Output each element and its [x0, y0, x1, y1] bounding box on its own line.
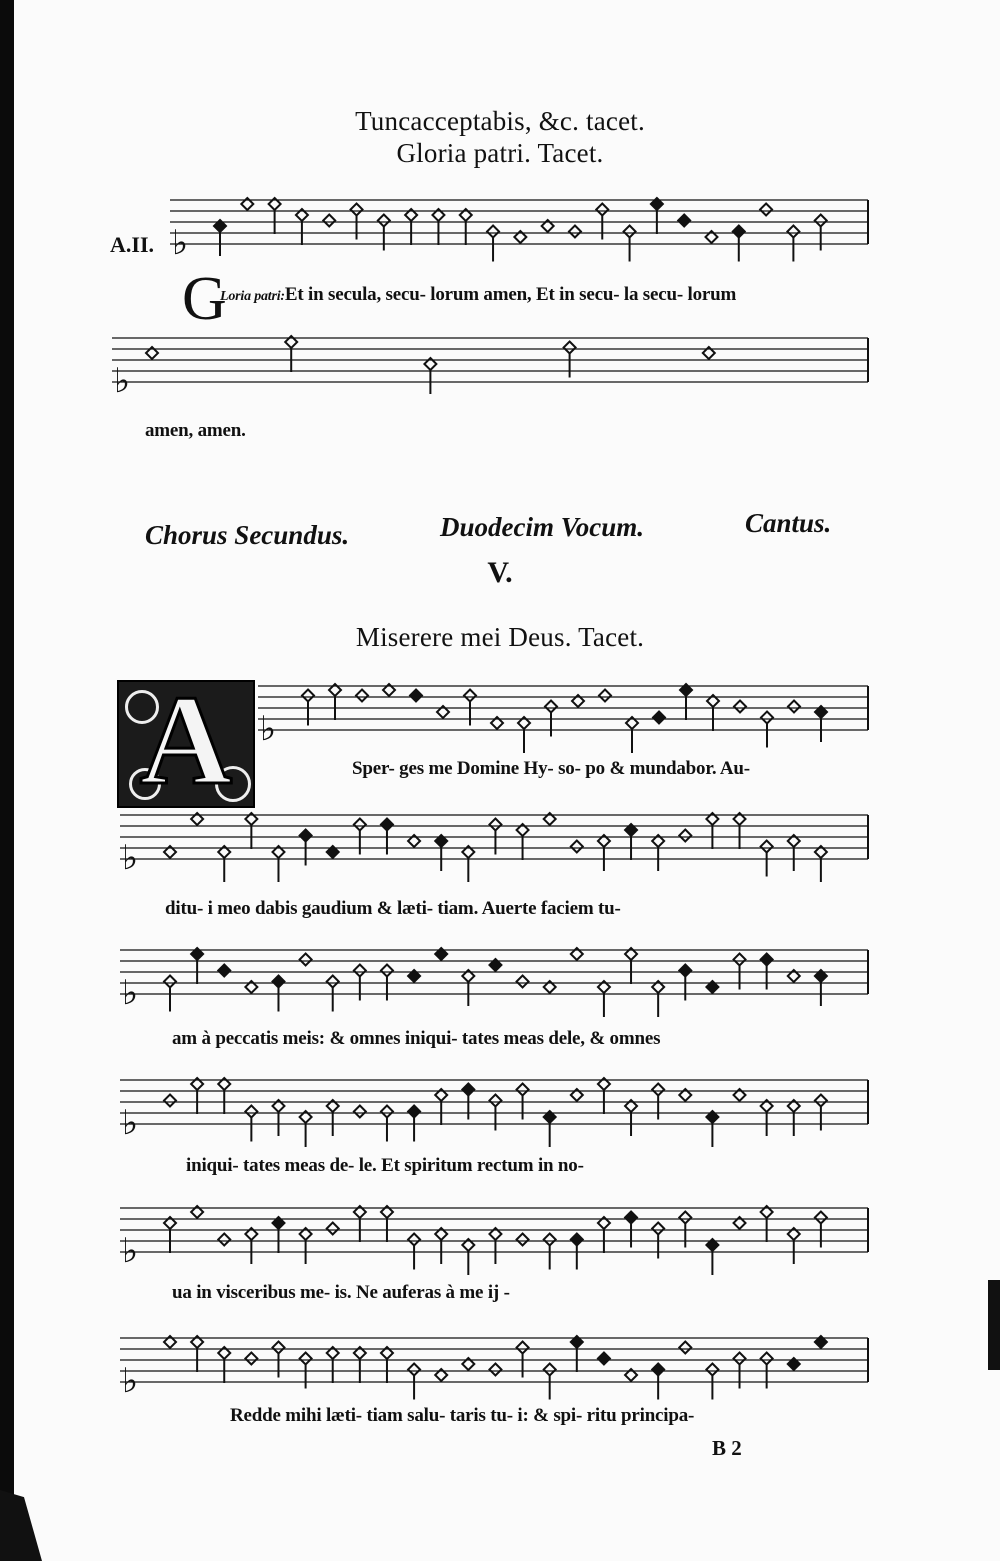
- header-line-1: Tuncacceptabis, &c. tacet.: [355, 106, 645, 136]
- gloria-lyric-rest: Et in secula, secu- lorum amen, Et in secu- la secu- lorum: [284, 284, 737, 305]
- svg-text:♭: ♭: [122, 1361, 139, 1401]
- incipit: Miserere mei Deus. Tacet.: [355, 622, 645, 652]
- svg-text:♭: ♭: [172, 223, 189, 263]
- svg-text:♭: ♭: [122, 838, 139, 878]
- svg-text:♭: ♭: [122, 1103, 139, 1143]
- voices-label: Duodecim Vocum.: [440, 512, 645, 542]
- gloria-drop-initial: G: [182, 265, 227, 333]
- gloria-lyric: [220, 284, 736, 306]
- header-line-2: Gloria patri. Tacet.: [396, 138, 604, 168]
- lyric-line-2: ditu- i meo dabis gaudium & læti- tiam. Auerte faciem tu-: [165, 898, 621, 919]
- svg-text:♭: ♭: [114, 361, 131, 401]
- lyric-line-1: Sper- ges me Domine Hy- so- po & mundabor. Au-: [352, 758, 750, 779]
- chorus-label: Chorus Secundus.: [145, 520, 350, 550]
- lyric-line-5: ua in visceribus me- is. Ne auferas à me ij -: [172, 1282, 510, 1303]
- svg-text:♭: ♭: [260, 709, 277, 749]
- gloria-lyric-end: amen, amen.: [145, 420, 246, 441]
- svg-text:♭: ♭: [122, 1231, 139, 1271]
- decorated-initial: [117, 669, 255, 811]
- decorated-initial-letter: A: [139, 669, 233, 811]
- part-label: Cantus.: [745, 508, 832, 538]
- section-numeral: V.: [487, 556, 513, 589]
- lyric-line-6: Redde mihi læti- tiam salu- taris tu- i: & spi- ritu principa-: [230, 1405, 695, 1426]
- voice-label: A.II.: [110, 232, 155, 257]
- page-signature: B 2: [712, 1436, 742, 1460]
- lyric-line-4: iniqui- tates meas de- le. Et spiritum rectum in no-: [186, 1155, 584, 1176]
- lyric-line-3: am à peccatis meis: & omnes iniqui- tates meas dele, & omnes: [172, 1028, 661, 1049]
- svg-text:♭: ♭: [122, 973, 139, 1013]
- gloria-lyric-lead: Loria patri:: [220, 289, 285, 304]
